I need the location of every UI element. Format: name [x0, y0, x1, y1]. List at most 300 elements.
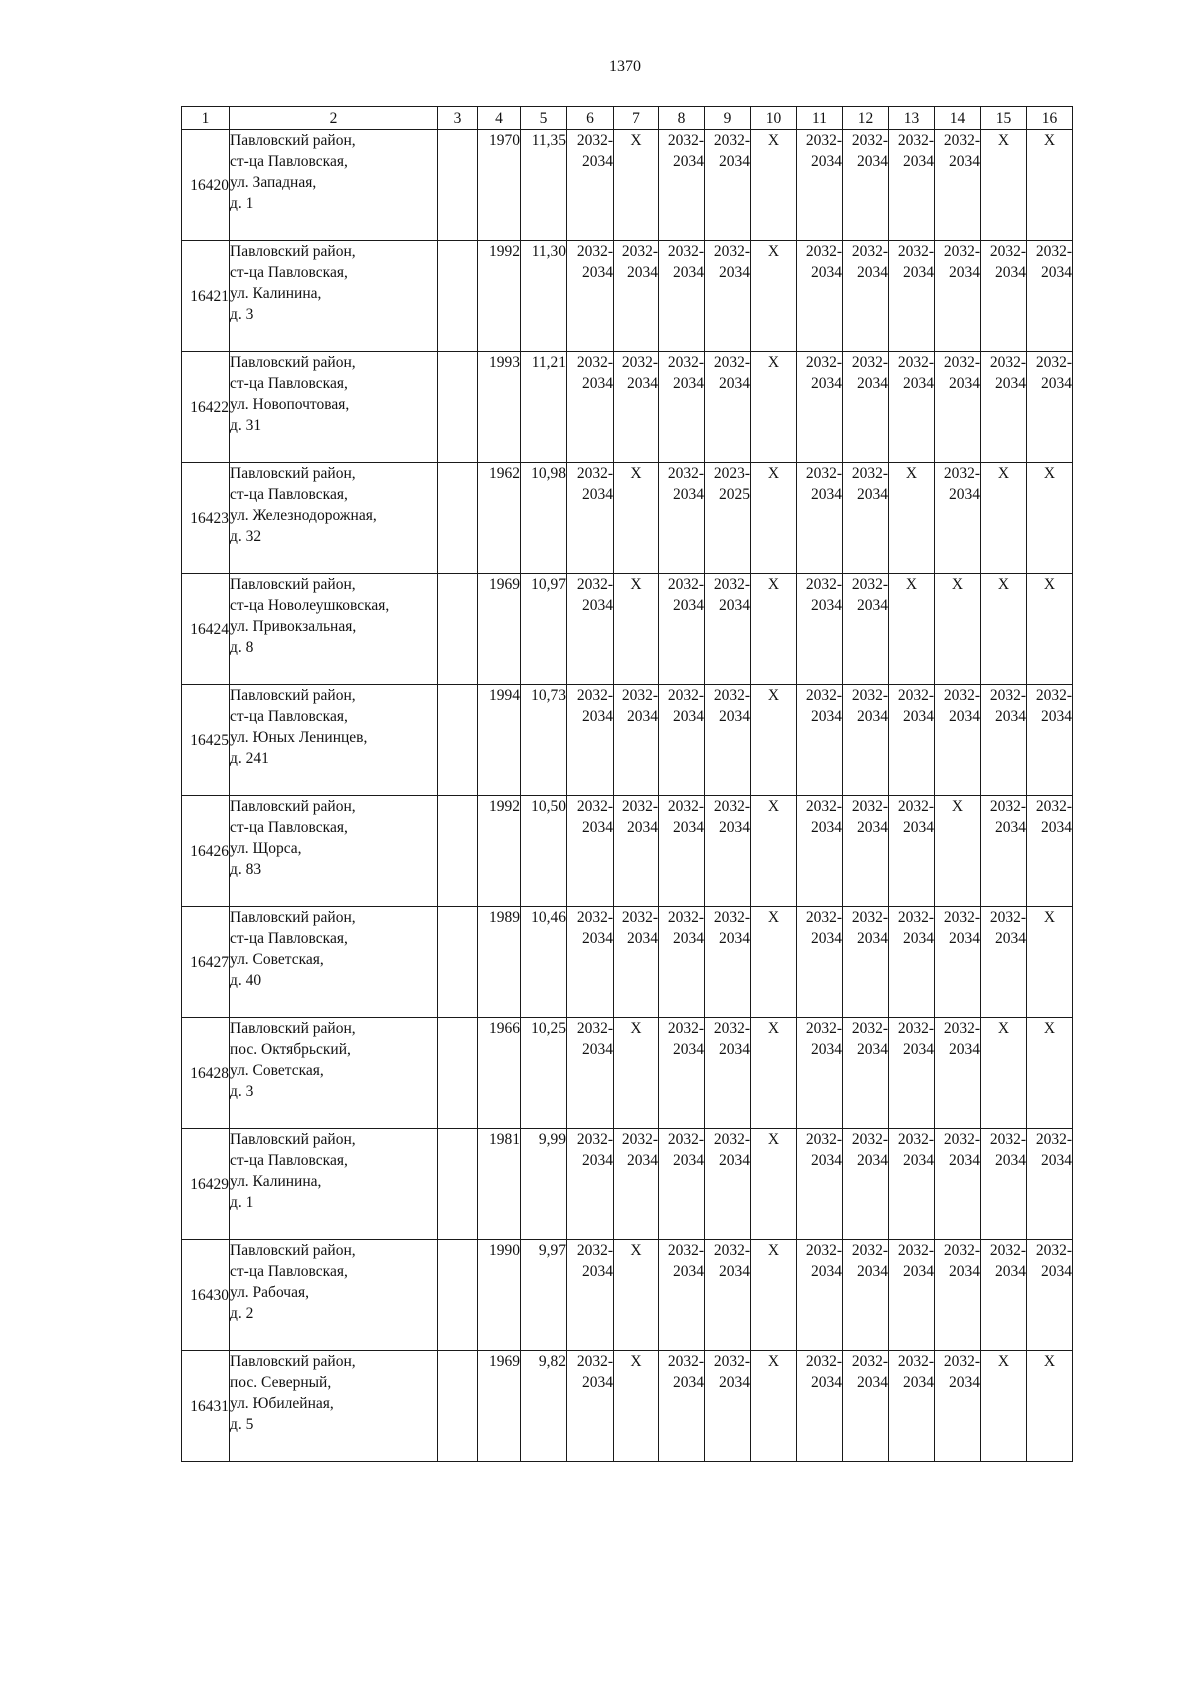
term-start: 2032- — [851, 354, 888, 371]
address-line: ул. Щорса, — [230, 840, 302, 857]
term-end: 2025 — [719, 486, 750, 503]
term-cell — [889, 241, 935, 352]
address-line: ст-ца Новолеушковская, — [230, 597, 390, 614]
term-start: 2032- — [576, 909, 613, 926]
term-start: 2032- — [713, 1353, 750, 1370]
term-start: 2032- — [851, 132, 888, 149]
term-end: 2034 — [673, 708, 704, 725]
term-end: 2034 — [673, 264, 704, 281]
term-start: 2032- — [851, 687, 888, 704]
term-start: 2032- — [897, 132, 934, 149]
term-cell — [705, 1018, 751, 1129]
term-start: 2032- — [989, 909, 1026, 926]
term-cell: X — [935, 574, 981, 685]
year-cell: 1990 — [478, 1240, 521, 1351]
year-cell: 1993 — [478, 352, 521, 463]
term-start: 2032- — [576, 1353, 613, 1370]
address-line: ст-ца Павловская, — [230, 708, 348, 725]
term-start: 2032- — [851, 909, 888, 926]
address-cell — [230, 1240, 438, 1351]
value-cell: 11,21 — [521, 352, 567, 463]
term-start: 2032- — [621, 798, 658, 815]
empty-cell — [438, 463, 478, 574]
address-line: д. 5 — [230, 1416, 254, 1433]
address-line: д. 3 — [230, 306, 254, 323]
term-cell — [567, 241, 614, 352]
term-end: 2034 — [719, 708, 750, 725]
address-line: ул. Юбилейная, — [230, 1395, 334, 1412]
term-cell — [935, 1129, 981, 1240]
term-end: 2034 — [903, 375, 934, 392]
column-header-5: 5 — [521, 107, 567, 130]
term-start: 2032- — [943, 132, 980, 149]
value-cell: 10,98 — [521, 463, 567, 574]
term-end: 2034 — [582, 1041, 613, 1058]
term-start: 2032- — [667, 576, 704, 593]
term-end: 2034 — [673, 597, 704, 614]
record-number: 16425 — [182, 685, 230, 796]
year-cell: 1966 — [478, 1018, 521, 1129]
term-start: 2032- — [989, 354, 1026, 371]
term-cell — [889, 1240, 935, 1351]
term-end: 2034 — [995, 375, 1026, 392]
term-end: 2034 — [903, 930, 934, 947]
term-end: 2034 — [1041, 1263, 1072, 1280]
term-end: 2034 — [949, 1152, 980, 1169]
term-start: 2032- — [851, 798, 888, 815]
term-end: 2034 — [857, 930, 888, 947]
year-cell: 1969 — [478, 574, 521, 685]
term-cell — [567, 1129, 614, 1240]
address-cell — [230, 907, 438, 1018]
empty-cell — [438, 352, 478, 463]
term-cell — [843, 796, 889, 907]
table-row — [182, 796, 1073, 907]
term-cell: X — [751, 130, 797, 241]
term-start: 2032- — [943, 1131, 980, 1148]
term-cell — [981, 685, 1027, 796]
term-cell — [1027, 352, 1073, 463]
term-cell — [659, 352, 705, 463]
address-cell — [230, 241, 438, 352]
term-end: 2034 — [1041, 375, 1072, 392]
table-row — [182, 1240, 1073, 1351]
term-cell — [567, 796, 614, 907]
term-start: 2032- — [943, 1242, 980, 1259]
term-cell — [659, 1129, 705, 1240]
term-start: 2032- — [576, 687, 613, 704]
term-cell — [843, 1129, 889, 1240]
value-cell: 9,82 — [521, 1351, 567, 1462]
address-line: пос. Северный, — [230, 1374, 332, 1391]
term-cell — [843, 907, 889, 1018]
term-end: 2034 — [903, 1041, 934, 1058]
address-line: д. 1 — [230, 1194, 254, 1211]
term-start: 2032- — [897, 1242, 934, 1259]
table-row — [182, 463, 1073, 574]
term-start: 2032- — [621, 909, 658, 926]
term-end: 2034 — [627, 708, 658, 725]
term-cell — [659, 241, 705, 352]
term-end: 2034 — [995, 708, 1026, 725]
term-end: 2034 — [949, 153, 980, 170]
term-cell — [705, 796, 751, 907]
address-line: ул. Западная, — [230, 174, 317, 191]
registry-table — [181, 106, 1073, 1462]
term-start: 2032- — [667, 687, 704, 704]
term-start: 2032- — [943, 1353, 980, 1370]
term-end: 2034 — [857, 819, 888, 836]
term-start: 2032- — [1035, 687, 1072, 704]
address-line: Павловский район, — [230, 1020, 356, 1037]
address-line: Павловский район, — [230, 687, 356, 704]
term-cell — [843, 574, 889, 685]
term-end: 2034 — [995, 819, 1026, 836]
year-cell: 1992 — [478, 241, 521, 352]
term-end: 2034 — [811, 1374, 842, 1391]
term-end: 2034 — [673, 153, 704, 170]
record-number: 16431 — [182, 1351, 230, 1462]
term-cell — [705, 241, 751, 352]
column-header-15: 15 — [981, 107, 1027, 130]
term-cell — [797, 241, 843, 352]
term-cell: X — [614, 574, 659, 685]
term-start: 2032- — [943, 909, 980, 926]
term-start: 2032- — [805, 1020, 842, 1037]
term-end: 2034 — [627, 819, 658, 836]
address-line: Павловский район, — [230, 1131, 356, 1148]
term-end: 2034 — [673, 1152, 704, 1169]
term-end: 2034 — [903, 264, 934, 281]
term-start: 2032- — [667, 1020, 704, 1037]
column-header-11: 11 — [797, 107, 843, 130]
term-cell — [705, 1240, 751, 1351]
year-cell: 1994 — [478, 685, 521, 796]
term-end: 2034 — [719, 1041, 750, 1058]
address-line: Павловский район, — [230, 909, 356, 926]
term-end: 2034 — [811, 486, 842, 503]
term-cell: X — [751, 796, 797, 907]
term-cell — [705, 685, 751, 796]
term-end: 2034 — [949, 930, 980, 947]
year-cell: 1989 — [478, 907, 521, 1018]
term-end: 2034 — [903, 1263, 934, 1280]
address-line: ул. Советская, — [230, 951, 324, 968]
term-end: 2034 — [995, 1263, 1026, 1280]
year-cell: 1981 — [478, 1129, 521, 1240]
term-start: 2032- — [713, 798, 750, 815]
address-cell — [230, 463, 438, 574]
term-start: 2032- — [667, 354, 704, 371]
term-start: 2032- — [576, 1242, 613, 1259]
term-cell — [614, 907, 659, 1018]
term-cell — [935, 1351, 981, 1462]
value-cell: 9,97 — [521, 1240, 567, 1351]
term-start: 2032- — [621, 354, 658, 371]
term-cell: X — [1027, 1018, 1073, 1129]
address-cell — [230, 352, 438, 463]
term-end: 2034 — [949, 1374, 980, 1391]
record-number: 16421 — [182, 241, 230, 352]
term-cell: X — [751, 1018, 797, 1129]
term-end: 2034 — [582, 375, 613, 392]
address-cell — [230, 796, 438, 907]
term-end: 2034 — [903, 708, 934, 725]
term-end: 2034 — [627, 264, 658, 281]
term-cell — [981, 352, 1027, 463]
term-cell — [705, 907, 751, 1018]
year-cell: 1969 — [478, 1351, 521, 1462]
term-cell: X — [1027, 1351, 1073, 1462]
record-number: 16429 — [182, 1129, 230, 1240]
term-cell — [659, 685, 705, 796]
term-cell: X — [751, 463, 797, 574]
term-start: 2032- — [576, 354, 613, 371]
term-cell: X — [614, 130, 659, 241]
term-end: 2034 — [949, 486, 980, 503]
term-cell — [935, 130, 981, 241]
address-line: ст-ца Павловская, — [230, 819, 348, 836]
term-cell — [797, 1129, 843, 1240]
term-cell — [1027, 796, 1073, 907]
term-start: 2032- — [805, 354, 842, 371]
term-start: 2032- — [943, 687, 980, 704]
term-start: 2032- — [851, 1131, 888, 1148]
term-start: 2032- — [621, 687, 658, 704]
empty-cell — [438, 1129, 478, 1240]
term-cell — [889, 796, 935, 907]
term-end: 2034 — [949, 264, 980, 281]
term-cell — [889, 352, 935, 463]
term-cell — [889, 1351, 935, 1462]
address-line: Павловский район, — [230, 354, 356, 371]
term-cell — [843, 241, 889, 352]
term-end: 2034 — [811, 597, 842, 614]
address-line: ул. Привокзальная, — [230, 618, 357, 635]
term-start: 2032- — [805, 576, 842, 593]
term-cell — [889, 130, 935, 241]
term-end: 2034 — [719, 375, 750, 392]
term-end: 2034 — [582, 153, 613, 170]
address-line: ул. Новопочтовая, — [230, 396, 350, 413]
term-cell — [659, 130, 705, 241]
term-end: 2034 — [582, 1374, 613, 1391]
term-cell: X — [751, 685, 797, 796]
term-start: 2032- — [989, 798, 1026, 815]
address-line: Павловский район, — [230, 132, 356, 149]
column-header-7: 7 — [614, 107, 659, 130]
term-cell — [1027, 1129, 1073, 1240]
term-end: 2034 — [995, 1152, 1026, 1169]
term-cell — [981, 1129, 1027, 1240]
term-start: 2032- — [805, 465, 842, 482]
value-cell: 10,25 — [521, 1018, 567, 1129]
term-end: 2034 — [811, 153, 842, 170]
table-row — [182, 685, 1073, 796]
value-cell: 10,73 — [521, 685, 567, 796]
term-cell: X — [935, 796, 981, 907]
term-end: 2034 — [949, 1041, 980, 1058]
term-end: 2034 — [811, 930, 842, 947]
term-end: 2034 — [582, 1152, 613, 1169]
address-line: ул. Калинина, — [230, 1173, 322, 1190]
term-end: 2034 — [582, 708, 613, 725]
term-cell — [567, 463, 614, 574]
term-start: 2032- — [851, 1242, 888, 1259]
term-cell — [705, 130, 751, 241]
term-start: 2032- — [897, 354, 934, 371]
term-cell: X — [981, 1018, 1027, 1129]
term-cell — [1027, 241, 1073, 352]
term-start: 2032- — [851, 465, 888, 482]
term-end: 2034 — [811, 1041, 842, 1058]
term-cell — [935, 1240, 981, 1351]
term-end: 2034 — [857, 153, 888, 170]
term-cell: X — [1027, 130, 1073, 241]
term-cell — [614, 241, 659, 352]
term-cell — [797, 352, 843, 463]
term-end: 2034 — [627, 930, 658, 947]
address-line: ст-ца Павловская, — [230, 153, 348, 170]
value-cell: 10,97 — [521, 574, 567, 685]
address-line: д. 40 — [230, 972, 262, 989]
term-cell — [659, 907, 705, 1018]
term-start: 2032- — [667, 243, 704, 260]
term-start: 2032- — [805, 1353, 842, 1370]
address-line: Павловский район, — [230, 1242, 356, 1259]
term-start: 2032- — [1035, 354, 1072, 371]
address-line: Павловский район, — [230, 1353, 356, 1370]
term-cell — [614, 685, 659, 796]
term-start: 2032- — [897, 243, 934, 260]
record-number: 16426 — [182, 796, 230, 907]
address-line: ул. Рабочая, — [230, 1284, 309, 1301]
term-start: 2032- — [989, 1242, 1026, 1259]
value-cell: 11,30 — [521, 241, 567, 352]
table-row — [182, 907, 1073, 1018]
term-start: 2032- — [805, 132, 842, 149]
term-cell: X — [751, 352, 797, 463]
term-end: 2034 — [1041, 708, 1072, 725]
term-cell — [889, 1129, 935, 1240]
term-start: 2032- — [805, 909, 842, 926]
term-end: 2034 — [903, 1152, 934, 1169]
term-start: 2032- — [576, 576, 613, 593]
term-cell — [981, 1240, 1027, 1351]
term-end: 2034 — [673, 1041, 704, 1058]
term-cell: X — [981, 463, 1027, 574]
table-row — [182, 352, 1073, 463]
term-cell — [935, 352, 981, 463]
address-cell — [230, 130, 438, 241]
address-line: д. 32 — [230, 528, 262, 545]
term-end: 2034 — [582, 264, 613, 281]
term-start: 2032- — [851, 243, 888, 260]
term-end: 2034 — [949, 708, 980, 725]
record-number: 16430 — [182, 1240, 230, 1351]
term-start: 2032- — [897, 909, 934, 926]
column-header-8: 8 — [659, 107, 705, 130]
term-cell: X — [614, 1018, 659, 1129]
term-cell — [797, 1351, 843, 1462]
term-cell: X — [614, 1240, 659, 1351]
year-cell: 1962 — [478, 463, 521, 574]
address-line: ул. Юных Ленинцев, — [230, 729, 368, 746]
address-cell — [230, 1018, 438, 1129]
term-cell — [705, 352, 751, 463]
term-end: 2034 — [719, 819, 750, 836]
term-cell — [981, 796, 1027, 907]
term-start: 2032- — [1035, 1131, 1072, 1148]
term-start: 2032- — [1035, 798, 1072, 815]
term-end: 2034 — [857, 264, 888, 281]
column-header-2: 2 — [230, 107, 438, 130]
term-cell — [843, 685, 889, 796]
empty-cell — [438, 796, 478, 907]
term-start: 2032- — [713, 909, 750, 926]
term-cell: X — [751, 1129, 797, 1240]
term-cell — [889, 1018, 935, 1129]
term-cell — [797, 796, 843, 907]
column-number-row — [182, 107, 1073, 130]
address-line: ст-ца Павловская, — [230, 1263, 348, 1280]
term-end: 2034 — [582, 1263, 613, 1280]
address-line: д. 83 — [230, 861, 262, 878]
record-number: 16422 — [182, 352, 230, 463]
term-end: 2034 — [719, 597, 750, 614]
term-start: 2032- — [851, 1020, 888, 1037]
term-cell — [705, 574, 751, 685]
address-line: д. 1 — [230, 195, 254, 212]
term-end: 2034 — [582, 819, 613, 836]
record-number: 16427 — [182, 907, 230, 1018]
empty-cell — [438, 241, 478, 352]
column-header-6: 6 — [567, 107, 614, 130]
term-start: 2032- — [576, 798, 613, 815]
term-start: 2032- — [713, 354, 750, 371]
term-cell: X — [981, 574, 1027, 685]
term-cell — [981, 907, 1027, 1018]
table-row — [182, 130, 1073, 241]
term-end: 2034 — [811, 1263, 842, 1280]
term-end: 2034 — [719, 1263, 750, 1280]
column-header-9: 9 — [705, 107, 751, 130]
term-end: 2034 — [582, 597, 613, 614]
address-line: ул. Железнодорожная, — [230, 507, 377, 524]
term-start: 2032- — [897, 1131, 934, 1148]
term-start: 2032- — [897, 687, 934, 704]
term-start: 2032- — [667, 1353, 704, 1370]
term-cell — [935, 1018, 981, 1129]
address-line: Павловский район, — [230, 576, 356, 593]
address-line: д. 31 — [230, 417, 262, 434]
term-start: 2032- — [713, 132, 750, 149]
term-cell — [567, 574, 614, 685]
term-end: 2034 — [811, 1152, 842, 1169]
address-line: ст-ца Павловская, — [230, 264, 348, 281]
term-cell — [705, 463, 751, 574]
term-cell — [843, 463, 889, 574]
term-end: 2034 — [903, 153, 934, 170]
table-row — [182, 241, 1073, 352]
term-cell — [567, 1018, 614, 1129]
term-end: 2034 — [857, 1263, 888, 1280]
term-end: 2034 — [627, 1152, 658, 1169]
term-cell — [1027, 685, 1073, 796]
term-end: 2034 — [857, 1152, 888, 1169]
record-number: 16424 — [182, 574, 230, 685]
address-cell — [230, 685, 438, 796]
